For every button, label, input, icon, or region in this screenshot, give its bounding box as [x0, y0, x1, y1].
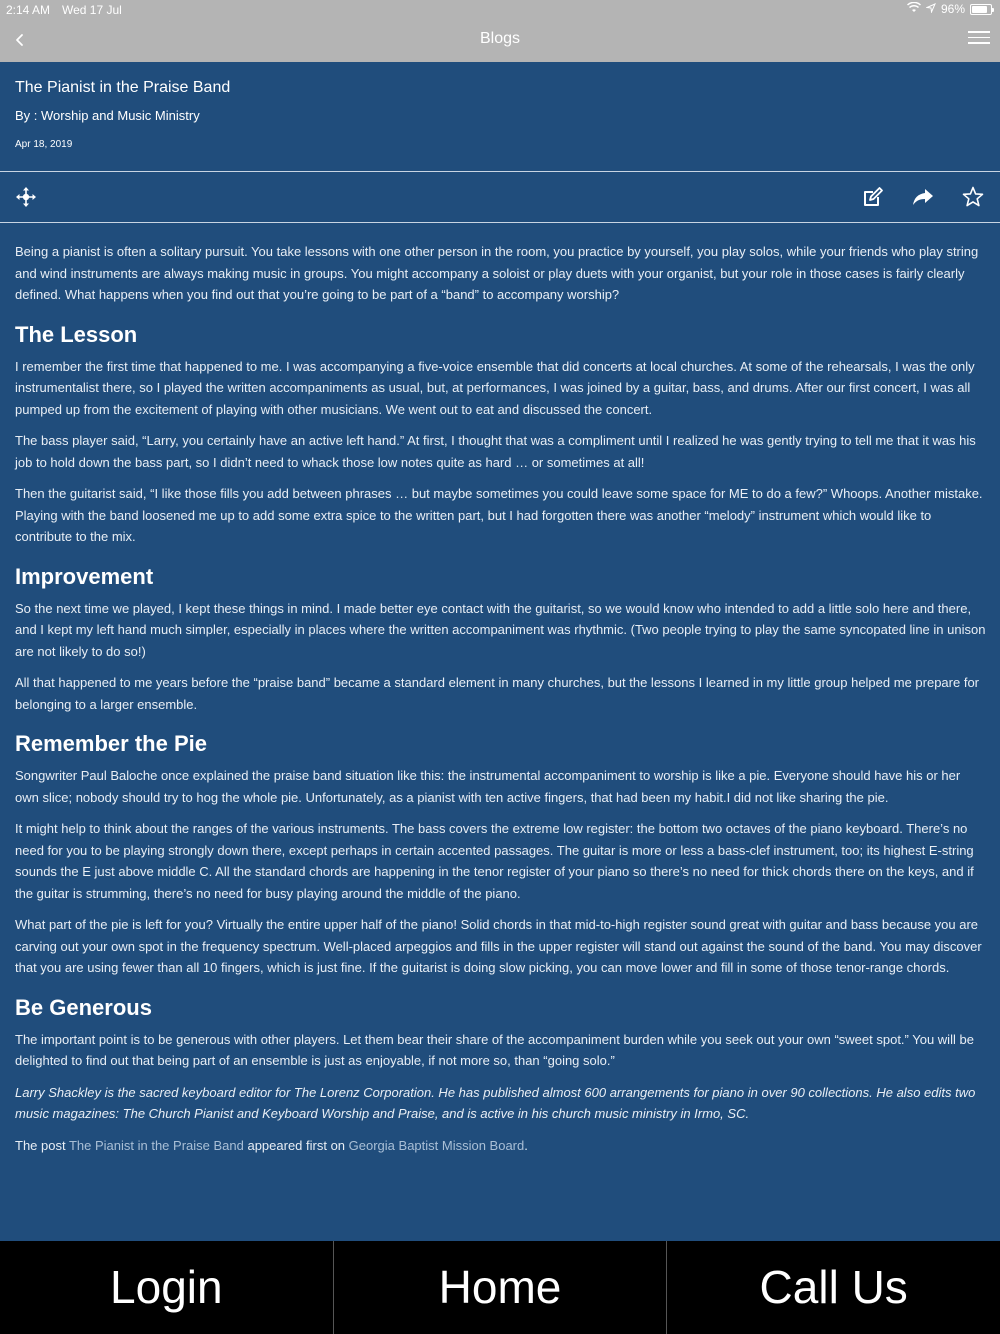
nav-title: Blogs: [479, 30, 521, 47]
site-link[interactable]: Georgia Baptist Mission Board: [348, 1137, 525, 1153]
heading-be-generous: Be Generous: [15, 994, 152, 1020]
post-date: Apr 18, 2019: [15, 139, 73, 150]
battery-fill: [972, 6, 987, 13]
edit-note-icon[interactable]: [861, 185, 885, 209]
post-link[interactable]: The Pianist in the Praise Band: [68, 1137, 244, 1153]
status-right: [907, 2, 992, 16]
article-paragraph: Songwriter Paul Baloche once explained the praise band situation like this: the instrumental accompaniment to worship is like a pie. Everyone should have his or her own slice; nobody should try to hog the whole pie. Unfortunately, as a pianist with ten active fingers, that had been my habit.I did not like sharing the pie.: [15, 768, 961, 805]
article-paragraph: What part of the pie is left for you? Virtually the entire upper half of the piano! Solid chords in that mid-to-high register sound great with guitar and bass because you are carving out your own spot in the frequency spectrum. Well-placed arpeggios and fills in the upper register will stand out against the sound of the band. You may discover that you are using fewer than all 10 fingers, which is just fine. If the guitarist is doing slow picking, you can move lower and fill in some of those tenor-range chords.: [15, 917, 982, 975]
post-author: By : Worship and Music Ministry: [15, 108, 200, 123]
bottom-tab-bar: [0, 1241, 1000, 1334]
heading-the-lesson: The Lesson: [15, 321, 138, 347]
article-paragraph: Being a pianist is often a solitary pursuit. You take lessons with one other person in the room, you practice by yourself, you play solos, while your friends who play string and wind instruments are always making music in groups. You might accompany a soloist or play duets with your organist, but your role in those cases is fairly clearly defined. What happens when you find out that you’re going to be part of a “band” to accompany worship?: [15, 244, 979, 302]
actions-divider: [0, 222, 1000, 223]
post-header: [0, 62, 1000, 172]
article-paragraph: I remember the first time that happened to me. I was accompanying a five-voice ensemble that did concerts at local churches. At some of the rehearsals, I was the only instrumentalist there, so I played the written accompaniments as usual, but, at performances, I was joined by a guitar, bass, and drums. After our first concert, I was all pumped up from the excitement of playing with other musicians. We went out to eat and discussed the concert.: [15, 358, 975, 417]
login-tab[interactable]: Login: [0, 1241, 334, 1334]
footer-middle: appeared first on: [243, 1137, 349, 1153]
article-paragraph: It might help to think about the ranges of the various instruments. The bass covers the extreme low register: the bottom two octaves of the piano keyboard. There’s no need for you to be playing strongly down there, except perhaps in certain accented passages. The guitar is more or less a bass-clef instrument, too; its highest E-string sounds the E just above middle C. All the standard chords are happening in the tenor register of your piano so there’s no need for thick chords there on the keys, and if the guitar is strumming, there’s no need for busy playing around the middle of the piano.: [15, 821, 974, 901]
status-bar: [0, 0, 1000, 20]
wifi-icon: [907, 2, 921, 16]
star-outline-icon[interactable]: [961, 185, 985, 209]
battery-icon: [970, 4, 992, 15]
post-title: The Pianist in the Praise Band: [15, 79, 231, 96]
author-bio: Larry Shackley is the sacred keyboard editor for The Lorenz Corporation. He has published almost 600 arrangements for piano in over 90 collections. He also edits two music magazines: The Church Pianist and Keyboard Worship and Praise, and is active in his church music ministry in Irmo, SC.: [15, 1084, 976, 1121]
article-paragraph: Then the guitarist said, “I like those fills you add between phrases … but maybe sometimes you could leave some space for ME to do a few?” Whoops. Another mistake. Playing with the band loosened me up to add some extra spice to the written part, but I had forgotten there was another “melody” instrument which would like to contribute to the mix.: [15, 486, 983, 544]
article-paragraph: All that happened to me years before the “praise band” became a standard element in many churches, but the lessons I learned in my little group helped me prepare for belonging to a larger ensemble.: [15, 675, 979, 712]
hamburger-menu-icon[interactable]: [968, 28, 990, 48]
status-date: Wed 17 Jul: [62, 3, 122, 17]
heading-remember-the-pie: Remember the Pie: [15, 731, 207, 756]
article-body: [15, 241, 987, 1166]
footer-suffix: .: [524, 1137, 528, 1153]
post-footer: [15, 1135, 987, 1157]
status-time: 2:14 AM: [6, 3, 51, 17]
heading-improvement: Improvement: [15, 563, 154, 589]
move-arrows-icon[interactable]: [14, 185, 38, 209]
footer-prefix: The post: [15, 1137, 69, 1153]
article-paragraph: So the next time we played, I kept these things in mind. I made better eye contact with the guitarist, so we would know who intended to add a little solo here and there, and I kept my left hand much simpler, especially in places where the written accompaniment was rhythmic. (Two people trying to play the same syncopated line in unison are not likely to do so!): [15, 600, 986, 659]
call-us-tab[interactable]: Call Us: [759, 1261, 908, 1313]
battery-percent: 96%: [940, 2, 965, 16]
nav-bar: [0, 20, 1000, 62]
article-paragraph: The important point is to be generous with other players. Let them bear their share of the accompaniment burden while you seek out your own “sweet spot.” You will be delighted to find out that being part of an ensemble is just as enjoyable, if not more so, than “going solo.”: [15, 1031, 974, 1068]
home-tab[interactable]: Home: [334, 1241, 668, 1334]
article-paragraph: The bass player said, “Larry, you certainly have an active left hand.” At first, I thought that was a compliment until I realized he was gently trying to tell me that it was his job to hold down the bass part, so I didn’t need to whack those low notes quite as hard … or sometimes at all!: [15, 433, 976, 470]
share-arrow-icon[interactable]: [911, 185, 935, 209]
post-actions: [0, 172, 1000, 222]
location-arrow-icon: [926, 2, 936, 16]
